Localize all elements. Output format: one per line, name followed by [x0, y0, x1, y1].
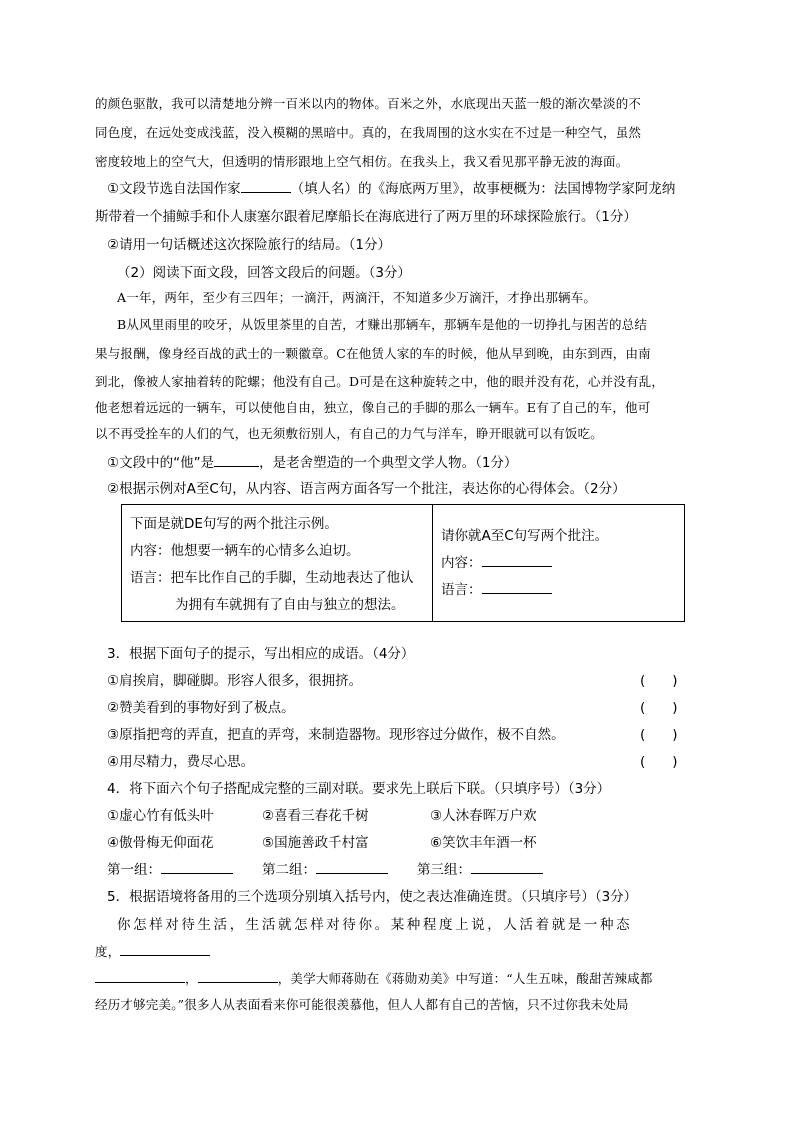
q3-item: ③原指把弯的弄直，把直的弄弯，来制造器物。现形容过分做作，极不自然。: [107, 727, 565, 743]
answer-content: 内容：: [441, 550, 676, 577]
q3-item: ④用尽精力，费尽心思。: [107, 754, 255, 770]
q4-heading: 4．将下面六个句子搭配成完整的三副对联。要求先上联后下联。（只填序号）（3分）: [107, 781, 611, 797]
q5-blank-1[interactable]: [120, 943, 210, 956]
q1-line-3: ②请用一句话概述这次探险旅行的结局。（1分）: [107, 237, 391, 253]
q2-sub1: ①文段中的“他”是 ，是老舍塑造的一个典型文学人物。（1分）: [107, 455, 518, 471]
answer-title: 请你就A至C句写两个批注。: [441, 528, 609, 544]
group-1: 第一组：: [107, 858, 233, 878]
q1-line-1: ①文段节选自法国作家 （填人名）的《海底两万里》，故事梗概为：法国博物学家阿龙纳: [107, 181, 676, 197]
answer-cell: [433, 505, 685, 622]
q5-passage-line: ， ，美学大师蒋勋在《蒋勋劝美》中写道：“人生五味，酸甜苦辣咸都: [95, 969, 705, 987]
q5-passage-line: 经历才够完美。”很多人从表面看来你可能很羡慕他，但人人都有自己的苦恼，只不过你我未处局: [95, 997, 629, 1012]
q5-heading: 5．根据语境将备用的三个选项分别填入括号内，使之表达准确连贯。（只填序号）（3分）: [107, 889, 638, 905]
couplet-option: ①虚心竹有低头叶: [107, 808, 214, 824]
q5-passage-line: 你怎样对待生活，生活就怎样对待你。某种程度上说，人活着就是一种态: [117, 917, 633, 933]
q3-heading: 3．根据下面句子的提示，写出相应的成语。（4分）: [107, 646, 415, 662]
q2-passage-line: 果与报酬，像身经百战的武士的一颗徽章。C在他赁人家的车的时候，他从早到晚，由东到西，由南: [95, 346, 651, 361]
passage-line: 的颜色驱散，我可以清楚地分辨一百米以内的物体。百米之外，水底现出天蓝一般的渐次晕淡的不: [95, 96, 642, 111]
q2-passage-line: 以不再受拴车的人们的气，也无须敷衍别人，有自己的力气与洋车，睁开眼就可以有饭吃。: [95, 426, 604, 441]
couplet-option: ②喜看三春花千树: [262, 808, 369, 824]
couplet-option: ③人沐春晖万户欢: [430, 808, 537, 824]
q3-item: ②赞美看到的事物好到了极点。: [107, 700, 295, 716]
example-content: 内容：他想要一辆车的心情多么迫切。: [130, 543, 360, 559]
answer-paren[interactable]: ( ): [640, 673, 678, 689]
answer-language: 语言：: [441, 577, 676, 604]
q2-passage-line: B从风里雨里的咬牙，从饭里茶里的自苦，才赚出那辆车，那辆车是他的一切挣扎与困苦的总结: [117, 317, 648, 332]
couplet-option: ⑤国施善政千村富: [262, 835, 369, 851]
language-blank[interactable]: [482, 581, 552, 594]
group-3-blank[interactable]: [471, 861, 543, 874]
content-blank[interactable]: [482, 554, 552, 567]
group-3: 第三组：: [417, 858, 543, 878]
answer-paren[interactable]: ( ): [640, 700, 678, 716]
q5-blank-3[interactable]: [198, 970, 278, 983]
author-blank[interactable]: [241, 180, 291, 193]
q3-item: ①肩挨肩，脚碰脚。形容人很多，很拥挤。: [107, 673, 363, 689]
q2-sub2: ②根据示例对A至C句，从内容、语言两方面各写一个批注，表达你的心得体会。（2分）: [107, 481, 626, 497]
couplet-option: ④傲骨梅无仰面花: [107, 835, 214, 851]
example-language: 语言：把车比作自己的手脚，生动地表达了他认: [130, 570, 414, 586]
q2-passage-line: A一年，两年，至少有三四年；一滴汗，两滴汗，不知道多少万滴汗，才挣出那辆车。: [117, 290, 597, 305]
q2-passage-line: 到北，像被人家抽着转的陀螺；他没有自己。D可是在这种旋转之中，他的眼并没有花，心并没有乱，: [95, 374, 665, 389]
example-cell: [122, 505, 433, 622]
q5-blank-2[interactable]: [95, 970, 185, 983]
passage-line: 密度较地上的空气大，但透明的情形跟地上空气相仿。在我头上，我又看见那平静无波的海面。: [95, 154, 629, 169]
example-title: 下面是就DE句写的两个批注示例。: [130, 516, 338, 532]
answer-paren[interactable]: ( ): [640, 727, 678, 743]
example-language-cont: 为拥有车就拥有了自由与独立的想法。: [175, 597, 405, 613]
group-1-blank[interactable]: [161, 861, 233, 874]
q2-heading: （2）阅读下面文段，回答文段后的问题。（3分）: [117, 265, 411, 281]
group-2: 第二组：: [262, 858, 388, 878]
q5-passage-line: 度，: [95, 942, 705, 960]
q1-line-2: 斯带着一个捕鲸手和仆人康塞尔跟着尼摩船长在海底进行了两万里的环球探险旅行。（1分）: [95, 209, 637, 225]
passage-line: 同色度，在远处变成浅蓝，没入模糊的黑暗中。真的，在我周围的这水实在不过是一种空气，虽然: [95, 125, 642, 140]
annotation-table: [121, 504, 685, 622]
group-2-blank[interactable]: [316, 861, 388, 874]
couplet-option: ⑥笑饮丰年酒一杯: [430, 835, 537, 851]
q2-passage-line: 他老想着远远的一辆车，可以使他自由，独立，像自己的手脚的那么一辆车。E有了自己的车，他可: [95, 400, 651, 415]
answer-paren[interactable]: ( ): [640, 754, 678, 770]
character-blank[interactable]: [214, 454, 259, 467]
